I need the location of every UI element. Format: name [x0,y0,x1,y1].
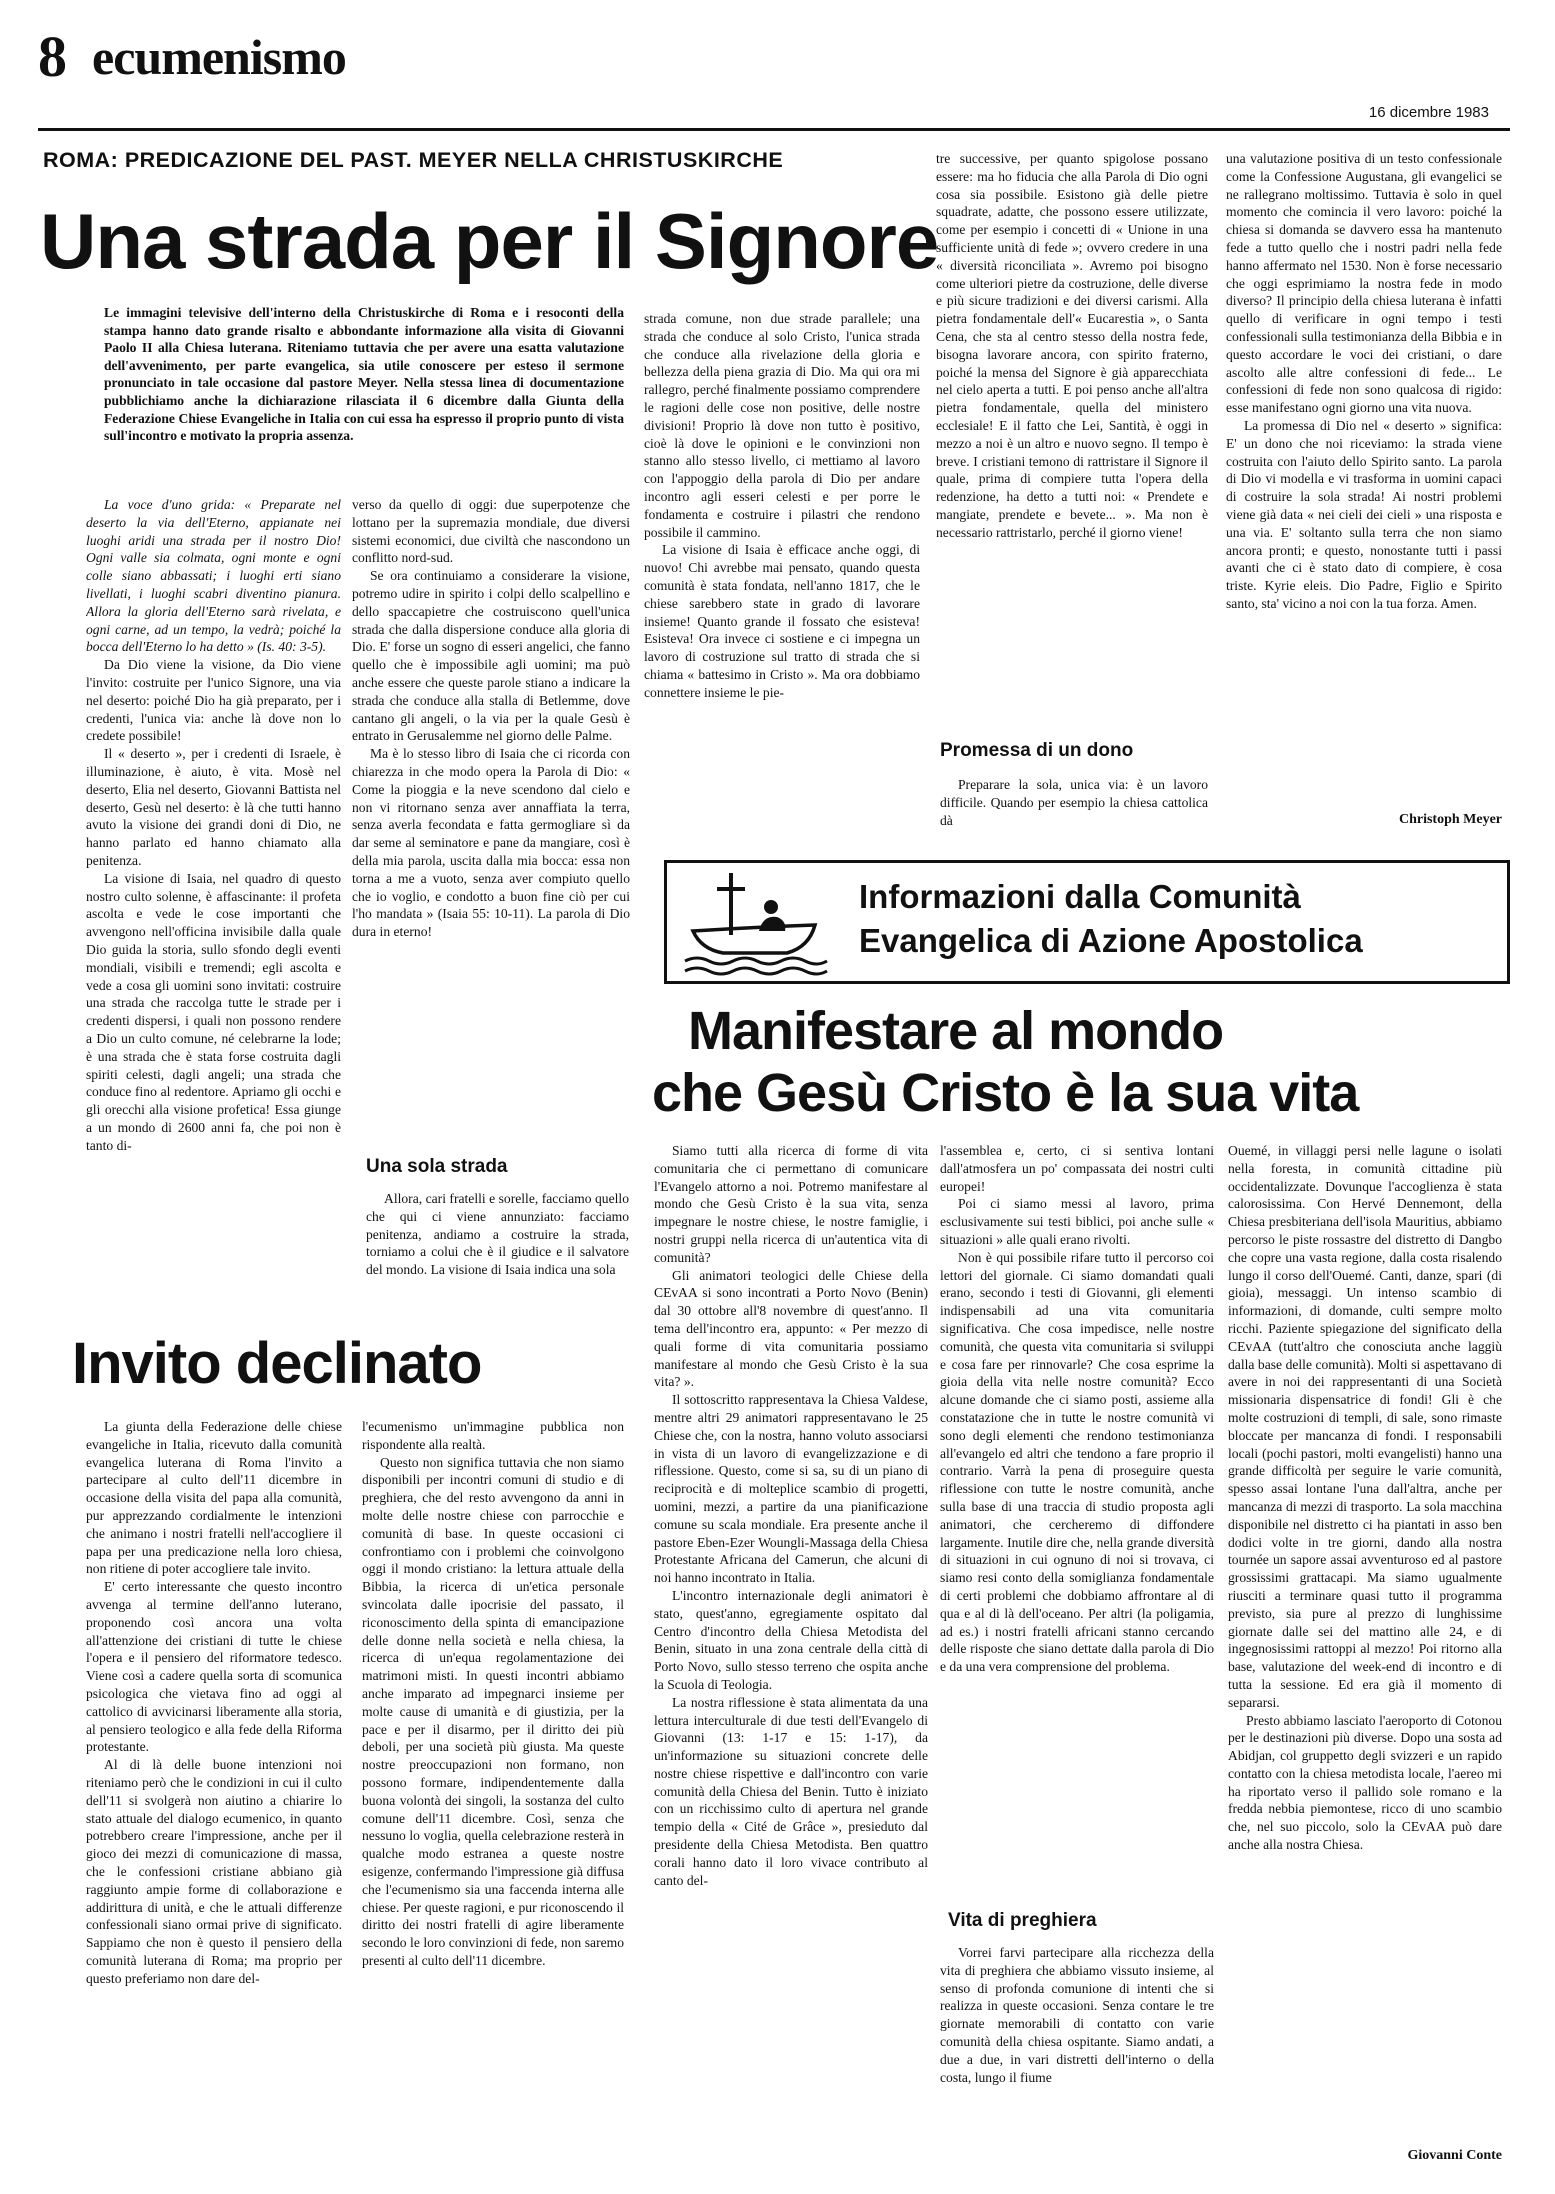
paragraph: Preparare la sola, unica via: è un lavoro difficile. Quando per esempio la chiesa cattolica dà [940,777,1208,828]
article1-col2 [352,496,630,1112]
paragraph: Presto abbiamo lasciato l'aeroporto di Cotonou per le destinazioni più diverse. Dopo una sosta ad Abidjan, col gruppetto degli svizzeri e un rapido contatto con la chiesa metodista locale, l'aereo mi ha riportato verso il pallido sole romano e la fredda nebbia piemontese, ricco di uno scambio che, nel suo piccolo, solo la CEvAA può dare anche alla nostra Chiesa. [1228,1712,1502,1853]
info-box-line1: Informazioni dalla Comunità [859,878,1301,915]
paragraph: La nostra riflessione è stata alimentata da una lettura interculturale di due testi dell'Evangelo di Giovanni (13: 1-17 e 15: 1-17), da un'informazione su situazioni concrete delle nostre chiese rispettive e dall'incontro con varie comunità della Chiesa del Benin. Tutto è iniziato con un ricchissimo culto di apertura nel grande tempio della « Cité de Grâce », presieduto dal presidente della Chiesa Metodista. Ben quattro corali hanno dato il loro vivace contributo al canto del- [654,1694,928,1888]
section-title: ecumenismo [92,29,346,85]
paragraph: strada comune, non due strade parallele; una strada che conduce al solo Cristo, l'unica strada che conduce alla rivelazione della gloria e bellezza della piena grazia di Dio. Ma qui ora mi rallegro, perché finalmente possiamo comprendere le ragioni delle cose non positive, delle nostre divisioni! Proprio là dove non tutto è positivo, cioè là dove le opinioni e le convinzioni non stanno allo stesso livello, ci mettiamo al lavoro con l'appoggio della parola di Dio per andare incontro agli esseri celesti e per porre le fondamenta e costruire i pilastri che rendono possibile il cammino. [644,311,920,540]
article1-col4 [936,150,1208,720]
paragraph: Al di là delle buone intenzioni noi riteniamo però che le condizioni in cui il culto dell'11 si svolgerà non aiutino a chiarire lo stato attuale del dialogo ecumenico, in quanto potrebbero creare l'impressione, anche per il gioco dei mezzi di comunicazione di massa, che le confessioni cristiane abbiano già raggiunto ampie forme di collaborazione e addirittura di unità, e che le attuali differenze confessionali siano ormai prive di significato. Sappiamo che non è questo il pensiero della comunità luterana di Roma; ma proprio per questo preferiamo non dare del- [86,1757,342,1986]
paragraph: Gli animatori teologici delle Chiese della CEvAA si sono incontrati a Porto Novo (Benin) dal 30 ottobre all'8 novembre di quest'anno. Il tema dell'incontro era, appunto: « Per mezzo di quali forme di vita comunitaria possiamo manifestare al mondo che Gesù Cristo è la sua vita? ». [654,1267,928,1390]
article1-lead: Le immagini televisive dell'interno della Christuskirche di Roma e i resoconti della stampa hanno dato grande risalto e abbondante informazione alla visita di Giovanni Paolo II alla Chiesa luterana. Riteniamo tuttavia che per avere una esatta valutazione dell'avvenimento, per parte evangelica, sia utile conoscere per esteso il sermone pronunciato in tale occasione dal pastore Meyer. Nella stessa linea di documentazione pubblichiamo anche la dichiarazione rilasciata il 6 dicembre dalla Giunta della Federazione Chiese Evangeliche in Italia con cui essa ha espresso il proprio punto di vista sull'incontro e motivato la propria assenza. [104,305,624,444]
article3-col1 [86,1418,342,2178]
article2-subhead-vita-di-preghiera: Vita di preghiera [948,1910,1097,1931]
paragraph: Siamo tutti alla ricerca di forme di vita comunitaria che ci permettano di comunicare l'Evangelo attorno a noi. Potremo manifestare al mondo che Gesù Cristo è la sua vita, senza impegnare le nostre chiese, le nostre famiglie, i nostri gruppi nella ricerca di un'autentica vita di comunità? [654,1143,928,1265]
paragraph: Il sottoscritto rappresentava la Chiesa Valdese, mentre altri 29 animatori rappresentavano le 25 Chiese che, con la nostra, hanno voluto associarsi in vista di un lavoro di evangelizzazione e di riflessione. Questo, come si sa, su di un piano di reciprocità e di molteplice scambio di progetti, uomini, mezzi, a partire da una pianificazione comune su scala mondiale. Era presente anche il pastore Eben-Ezer Woungli-Massaga della Chiesa Protestante Africana del Camerun, che alcuni di noi hanno incontrato in Italia. [654,1392,928,1586]
article1-col4b [940,776,1208,836]
paragraph: tre successive, per quanto spigolose possano essere: ma ho fiducia che alla Parola di Dio ogni cosa sia possibile. Esistono già delle pietre squadrate, adatte, che possono essere utilizzate, come per esempio i concetti di « Unione in una sufficiente unità di fede »; ovvero credere in una « diversità riconciliata ». Avremo poi bisogno come ulteriori pietre da costruzione, delle diverse e più sicure tradizioni e dei diversi carismi. Alla pietra fondamentale dell'« Eucarestia », o Santa Cena, che sta al centro stesso della nostra fede, bisogna lavorare ancora, con spirito fraterno, poiché la mensa del Signore è già apparecchiata nel cielo aperta a tutti. E poi penso anche all'altra pietra fondamentale, quella del ministero ecclesiale! E il fatto che Lei, Santità, è oggi in mezzo a noi è un altro e nuovo segno. Il tempo è breve. I cristiani temono di rattristare il Signore il quale, prima di compiere tutta l'opera della redenzione, ha detto a tutti noi: « Prendete e mangiate, prendete e bevete... ». Ma non è necessario rattristarlo, perché il giorno viene! [936,151,1208,540]
paragraph: La promessa di Dio nel « deserto » significa: E' un dono che noi riceviamo: la strada viene costruita con l'aiuto dello Spirito santo. La parola di Dio vi modella e vi trasforma in uomini capaci di costruire la sola strada! Ai nostri problemi viene già data « nei cieli dei cieli » una risposta e una via. E' soltanto sulla terra che non siamo ancora pronti; e questo, nonostante tutti i passi avanti che ci è stato dato di compiere, è cosa triste. Kyrie eleis. Dio Padre, Figlio e Spirito santo, sta' vicino a noi con la tua forza. Amen. [1226,417,1502,611]
boat-cross-logo-icon [679,865,829,977]
article1-col5 [1226,150,1502,810]
article3-headline: Invito declinato [72,1331,482,1396]
article2-signature: Giovanni Conte [1407,2148,1502,2163]
paragraph: Poi ci siamo messi al lavoro, prima esclusivamente sui testi biblici, poi anche sulle « situazioni » alle quali erano rivolti. [940,1196,1214,1247]
article1-headline: Una strada per il Signore [40,197,939,285]
paragraph: Se ora continuiamo a considerare la visione, potremo udire in spirito i colpi dello scalpellino e dello spaccapietre che costruiscono quell'unica strada che dalla dispersione conduce alla gloria di Dio. E' forse un sogno di esseri angelici, che fanno quello che è impossibile agli uomini; ma può anche essere che queste parole stiano a indicare la strada che conduce alla stalla di Betlemme, dove cantano gli angeli, o la via per la quale Gesù è entrato in Gerusalemme nel giorno delle Palme. [352,568,630,744]
paragraph: Ouemé, in villaggi persi nelle lagune o isolati nella foresta, in comunità cittadine più occidentalizzate. Dovunque l'accoglienza è stata calorosissima. Con Hervé Dennemont, della Chiesa presbiteriana dell'isola Mauritius, abbiamo percorso le piste rossastre del distretto di Dangbo che copre una vasta regione, dalla costa risalendo lungo il corso dell'Ouemé. Canti, danze, spari (di gioia), messaggi. Un intenso scambio di informazioni, di domande, culti sempre molto ricchi. Paziente spiegazione del significato della CEvAA (tutt'altro che conosciuta anche laggiù dalla base delle comunità). Molti si aspettavano di avere in noi dei rappresentanti di una Società missionaria dispensatrice di fondi! Gli è che molte costruzioni di templi, di sale, sono rimaste bloccate per mancanza di fondi. I responsabili locali (pochi pastori, molti evangelisti) hanno una grande difficoltà per seguire le varie comunità, spesso assai lontane l'una dall'altra, anche per mancanza di mezzi di trasporto. La sola macchina disponibile nel distretto ci ha piantati in asso ben dodici volte in tre giorni, dando alla nostra tournée un sapore assai avventuroso ed al pastore grossissimi grattacapi. Ma siamo ugualmente riusciti a terminare quasi tutto il programma previsto, sia pure al prezzo di lunghissime giornate dalle sei del mattino alle 24, e di ingegnosissimi rattoppi al mezzo! Poi ritorno alla base, valutazione del week-end di incontro e di tutta la sessione. Ed era già il momento di separarsi. [1228,1143,1502,1710]
article3-col2 [362,1418,624,2178]
info-box-line2: Evangelica di Azione Apostolica [859,922,1363,959]
paragraph: Vorrei farvi partecipare alla ricchezza della vita di preghiera che abbiamo vissuto insieme, al senso di profonda comunione di intenti che si realizza in queste occasioni. Senza contare le tre giornate memorabili di contatto con varie comunità della chiesa ospitante. Siamo andati, a due a due, in vari distretti dell'interno o della costa, lungo il fiume [940,1945,1214,2085]
paragraph: Allora, cari fratelli e sorelle, facciamo quello che qui ci viene annunziato: facciamo penitenza, andiamo a costruire la strada, torniamo a colui che è il giudice e il salvatore del mondo. La visione di Isaia indica una sola [366,1191,629,1278]
paragraph: L'incontro internazionale degli animatori è stato, quest'anno, egregiamente ospitato dal Centro d'incontro della Chiesa Metodista del Benin, situato in una zona centrale della città di Porto Novo, sullo stesso terreno che ospita anche la Scuola di Teologia. [654,1587,928,1692]
article2-headline-line1: Manifestare al mondo [688,1001,1224,1061]
article1-kicker: ROMA: PREDICAZIONE DEL PAST. MEYER NELLA CHRISTUSKIRCHE [43,148,784,172]
paragraph: Questo non significa tuttavia che non siamo disponibili per incontri comuni di studio e di preghiera, che del resto avvengono da anni in molte delle nostre chiese con parrocchie e comunità di base. In queste occasioni ci confrontiamo con i problemi che coinvolgono oggi il mondo cristiano: la lettura attuale della Bibbia, la ricerca di un'etica personale svincolata dalle ipocrisie del passato, il riconoscimento della spinta di emancipazione delle donne nella società e nella chiesa, la ricerca di un'equa regolamentazione dei matrimoni misti. In questi incontri abbiamo anche imparato ad impegnarci insieme per molte cause di umanità e di giustizia, per la pace e per il disarmo, per il diritto dei più deboli, per una società più giusta. Ma queste nostre preoccupazioni non formano, non possono formare, indipendentemente dalla buona volontà dei singoli, la sostanza del culto comune dell'11 dicembre. Così, senza che nessuno lo voglia, quella celebrazione resterà in qualche modo estranea a queste nostre esigenze, confermando l'impressione già diffusa che l'ecumenismo sia una faccenda interna alle chiese. Per queste ragioni, e pur riconoscendo il diritto dei nostri fratelli di agire liberamente secondo le loro convinzioni di fede, non saremo presenti al culto dell'11 dicembre. [362,1454,624,1968]
page-number: 8 [38,24,67,89]
article1-subhead-una-sola-strada: Una sola strada [366,1156,508,1177]
paragraph: verso da quello di oggi: due superpotenze che lottano per la supremazia mondiale, due diversi sistemi economici, due civiltà che nascondono un conflitto nord-sud. [352,497,630,566]
issue-date: 16 dicembre 1983 [1368,104,1489,121]
paragraph: La voce d'uno grida: « Preparate nel deserto la via dell'Eterno, appianate nei luoghi aridi una strada per il nostro Dio! Ogni valle sia colmata, ogni monte e ogni colle siano abbassati; i luoghi erti siano livellati, i luoghi scabri diventino pianura. Allora la gloria dell'Eterno sarà rivelata, e ogni carne, ad un tempo, la vedrà; poiché la bocca dell'Eterno lo ha detto » (Is. 40: 3-5). [86,497,341,655]
article1-signature: Christoph Meyer [1398,812,1502,827]
article2-col2b [940,1944,1214,2184]
paragraph: Non è qui possibile rifare tutto il percorso coi lettori del giornale. Ci siamo domandati quali erano, secondo i testi di Giovanni, gli elementi indispensabili ad una vita comunitaria significativa. Che cosa impedisce, nelle nostre comunità, che questa vita comunitaria si sviluppi e cosa fare per rinnovarle? Che cosa esprime la gioia della vita nelle nostre comunità? Ecco alcune domande che ci siamo posti, assieme alla constatazione che in tutte le nostre comunità vi sono degli elementi che rendono testimonianza all'evangelo ed altri che tendono a fare proprio il contrario. Varrà la pena di proseguire questa riflessione con tutte le nostre comunità, anche sulla base di una traccia di studio proposta agli animatori, che cercheremo di diffondere largamente. Inutile dire che, nella grande diversità di situazioni in cui ognuno di noi si trovava, ci siamo resi conto della somiglianza fondamentale di certi problemi che dobbiamo affrontare al di qua e al di là dell'oceano. Per altri (la poligamia, ad es.) i nostri fratelli africani stanno cercando delle risposte che siano dettate dalla parola di Dio e da una vera comprensione del problema. [940,1249,1214,1675]
article1-subhead-promessa: Promessa di un dono [940,740,1134,761]
article1-col1 [86,496,341,1316]
paragraph: La visione di Isaia è efficace anche oggi, di nuovo! Chi avrebbe mai pensato, quando questa comunità è stata fondata, nell'anno 1817, che le chiese sarebbero state in grado di lavorare insieme! Quanto grande il fossato che esisteva! Esisteva! Ora invece ci sostiene e ci impegna un lavoro di costruzione sul tratto di strada che si chiama « battesimo in Cristo ». Ma ora dobbiamo connettere insieme le pie- [644,542,920,700]
paragraph: E' certo interessante che questo incontro avvenga al termine dell'anno luterano, proponendo così ancora una volta all'attenzione dei cristiani di tutte le chiese l'opera e il pensiero del riformatore tedesco. Viene così a cadere quella sorta di scomunica psicologica che vietava fino ad oggi al cattolico di avvicinarsi liberamente alla storia, al pensiero teologico e alla fede della Riforma protestante. [86,1579,342,1755]
article2-col3 [1228,1142,1502,2142]
paragraph: l'ecumenismo un'immagine pubblica non rispondente alla realtà. [362,1419,624,1452]
article2-col1 [654,1142,928,2182]
paragraph: l'assemblea e, certo, ci si sentiva lontani dall'atmosfera un po' compassata dei nostri culti europei! [940,1143,1214,1194]
paragraph: Il « deserto », per i credenti di Israele, è illuminazione, è aiuto, è vita. Mosè nel deserto, Elia nel deserto, Giovanni Battista nel deserto, Gesù nel deserto: è là che tutti hanno avuto la visione dei grandi doni di Dio, ne hanno parlato ed hanno chiamato alla penitenza. [86,746,341,868]
paragraph: Ma è lo stesso libro di Isaia che ci ricorda con chiarezza in che modo opera la Parola di Dio: « Come la pioggia e la neve scendono dal cielo e non vi ritornano senza aver annaffiata la terra, senza averla fecondata e fatta germogliare sì da dar seme al seminatore e pane da mangiare, così è della mia parola, uscita dalla mia bocca: essa non torna a me a vuoto, senza aver compiuto quello che io voglio, e condotto a buon fine ciò per cui l'ho mandata » (Isaia 55: 10-11). La parola di Dio dura in eterno! [352,746,630,940]
info-box [664,860,1510,984]
article2-headline-line2: che Gesù Cristo è la sua vita [652,1063,1359,1123]
paragraph: La visione di Isaia, nel quadro di questo nostro culto solenne, è affascinante: il profeta ascolta e vede le cose importanti che avvengono nell'officina invisibile dalla quale Dio guida la storia, sullo sfondo degli eventi mondiali, visibili e tremendi; egli ascolta e vede a cosa gli uomini sono invitati: costruire una strada che raccolga tutte le strade per i credenti dispersi, i quali non possono rendere a Dio un culto comune, né celebrarne la lode; è una strada che è stata forse costruita dagli spiriti celesti, dagli angeli; una strada che conduce fino al redentore. Apriamo gli occhi e gli orecchi alla visione profetica! Essa giunge a un mondo di 2600 anni fa, che poi non è tanto di- [86,870,341,1153]
article1-col2b [366,1190,629,1320]
masthead-rule [38,128,1510,131]
paragraph: Da Dio viene la visione, da Dio viene l'invito: costruite per l'unico Signore, una via nel deserto: poiché Dio ha già preparato, per i credenti, l'unica via: anche là dove non lo credete possibile! [86,657,341,744]
article2-col2 [940,1142,1214,1882]
paragraph: La giunta della Federazione delle chiese evangeliche in Italia, ricevuto dalla comunità evangelica luterana di Roma l'invito a partecipare al culto dell'11 dicembre in occasione della visita del papa alla comunità, pur apprezzando cordialmente le intenzioni che animano i nostri fratelli nell'accogliere il papa per una predicazione nella loro chiesa, non ritiene di poter accogliere tale invito. [86,1419,342,1577]
paragraph: una valutazione positiva di un testo confessionale come la Confessione Augustana, gli evangelici se ne rallegrano moltissimo. Tuttavia è solo in quel momento che comincia il vero lavoro: poiché la chiesa si domanda se davvero essa ha mantenuto fede a tutto quello che i nostri padri nella fede hanno affermato nel 1530. Non è forse necessario che oggi esprimiamo la nostra fede in modo diverso? Il principio della chiesa luterana è infatti quello di verificare in ogni tempo i testi confessionali sulla testimonianza della Bibbia e in questo accordare le voci dei cristiani, o dare ascolto alle altre confessioni di fede... Le confessioni di fede non sono qualcosa di rigido: esse manifestano ogni giorno una vita nuova. [1226,151,1502,416]
